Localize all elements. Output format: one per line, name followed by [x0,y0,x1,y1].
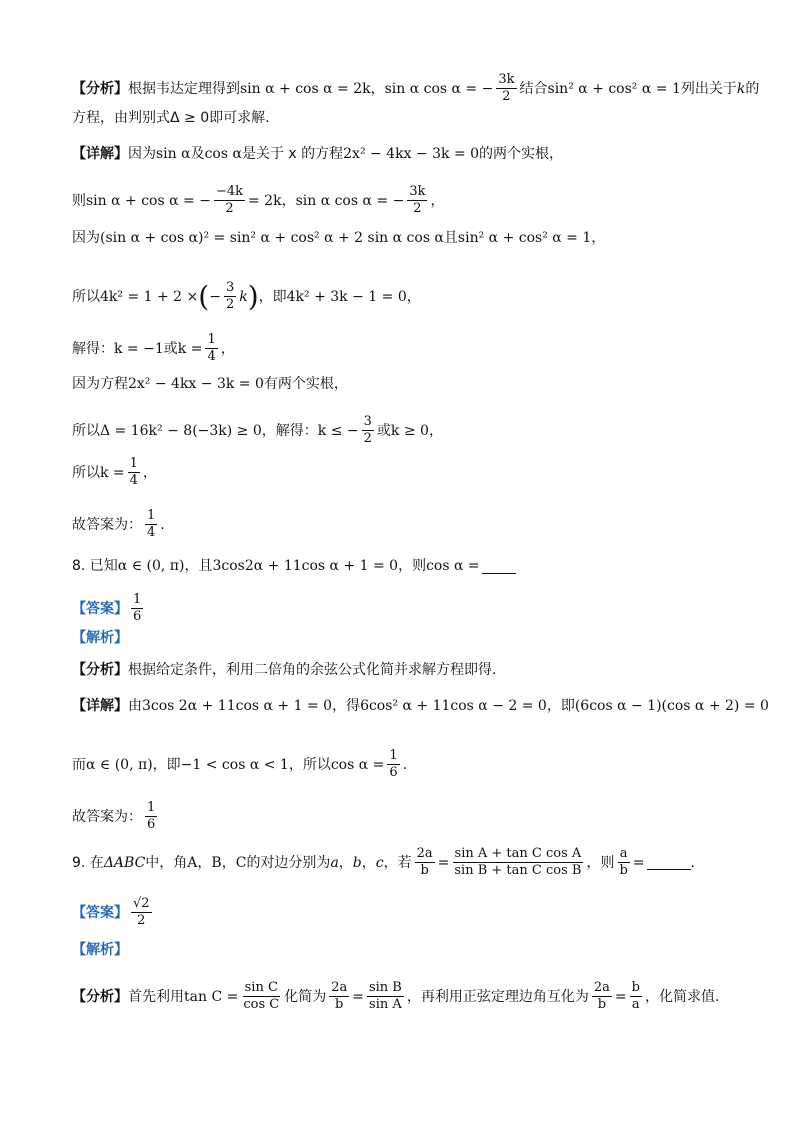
answer-blank [482,559,516,574]
p7-detail-line1: 【详解】 因为 sin α 及 cos α 是关于 x 的方程 2x² − 4kx − 3k = 0 的两个实根， [72,146,564,162]
p7-detail-line3: 因为 (sin α + cos α)² = sin² α + cos² α + 2 sin α cos α 且 sin² α + cos² α = 1 ， [72,230,606,246]
fraction: $\frac{1}{4}$ [147,508,156,540]
p9-explain-tag: 【解析】 [72,942,128,958]
fraction: $\frac{1}{6}$ [389,748,398,780]
fraction: $\frac{a}{b}$ [619,846,628,878]
explain-tag: 【解析】 [72,630,128,646]
fraction: $\frac{√2}{2}$ [133,896,150,928]
p8-detail-line1: 【详解】 由 3cos 2α + 11cos α + 1 = 0 ，得 6cos² α + 11cos α − 2 = 0 ，即 (6cos α − 1)(cos α + 2) = 0 [72,698,769,714]
fraction: $\frac{2a}{b}$ [416,846,433,878]
p9-answer: 【答案】 $\frac{√2}{2}$ [72,896,150,928]
fraction: $\frac{\text{sin A + tan C cos A}}{\text{sin B + tan C cos B}}$ [454,846,582,878]
fraction: $\frac{1}{4}$ [207,332,216,364]
p7-detail-line6: 因为方程 2x² − 4kx − 3k = 0 有两个实根， [72,376,348,392]
p7-detail-line5: 解得： k = −1 或 k = $\frac{1}{4}$ ， [72,332,235,364]
fraction: $\frac{-4k}{2}$ [215,184,243,216]
detail-tag: 【详解】 [72,146,128,162]
fraction: $\frac{2a}{b}$ [593,980,610,1012]
fraction: $\frac{2a}{b}$ [331,980,348,1012]
p9-question: 9. 在 ΔABC 中，角 A ， B ， C 的对边分别为 a ， b ， c ，若 $\frac{2a}{b}$ = $\frac{\text{sin A + tan C cos A}}{\text{sin B + tan C cos B}}$ ，则 $\frac{a}{b}$ = . [72,846,695,878]
analysis-tag: 【分析】 [72,80,128,97]
math-expr: sin α + cos α = 2k [240,80,371,97]
fraction: $\frac{3k}{2}$ [498,72,515,104]
fraction: $\frac{\text{sin C}}{\text{cos C}}$ [243,980,280,1012]
p7-detail-line2: 则 sin α + cos α = − $\frac{-4k}{2}$ = 2k ， sin α cos α = − $\frac{3k}{2}$ ， [72,184,445,216]
fraction: $\frac{1}{6}$ [133,592,142,624]
fraction: $\frac{\text{sin B}}{\text{sin A}}$ [368,980,402,1012]
p7-detail-line7: 所以 Δ = 16k² − 8(−3k) ≥ 0 ，解得： k ≤ − $\frac{3}{2}$ 或 k ≥ 0 ， [72,414,443,446]
p9-analysis: 【分析】 首先利用 tan C = $\frac{\text{sin C}}{\text{cos C}}$ 化简为 $\frac{2a}{b}$ = $\frac{\text{sin B}}{\text{sin A}}$ ，再利用正弦定理边角互化为 $\frac{2a}{b}$ = $\frac{b}{a}$ ，化简求值. [72,980,720,1012]
p8-answer [72,592,734,625]
p7-detail-line4: 所以 4k² = 1 + 2 × ( − $\frac{3}{2}$ k ) ，即 4k² + 3k − 1 = 0 ， [72,279,421,313]
p7-final-answer: 故答案为： $\frac{1}{4}$ . [72,508,165,540]
p7-detail-line8: 所以 k = $\frac{1}{4}$ ， [72,456,157,488]
fraction: $\frac{3}{2}$ [363,414,372,446]
p8-explain-tag [72,628,734,648]
fraction: $\frac{3}{2}$ [225,280,235,312]
answer-blank [647,855,691,870]
p7-analysis-line1: 【分析】 根据韦达定理得到 sin α + cos α = 2k ， sin α cos α = − $\frac{3k}{2}$ 结合 sin² α + cos² α = 1 列出关于 k 的 [72,72,760,104]
p8-detail-line2: 而 α ∈ (0, π) ，即 −1 < cos α < 1 ，所以 cos α = $\frac{1}{6}$ . [72,748,408,780]
p8-final-answer: 故答案为： $\frac{1}{6}$ [72,800,156,832]
p8-analysis: 【分析】 根据给定条件，利用二倍角的余弦公式化简并求解方程即得. [72,662,497,678]
p7-analysis-line2: 方程，由判别式Δ ≥ 0即可求解. [72,110,270,126]
p8-question: 8. 已知 α ∈ (0, π) ，且 3cos2α + 11cos α + 1 = 0 ，则 cos α = [72,556,734,576]
fraction: $\frac{b}{a}$ [631,980,640,1012]
fraction: $\frac{3k}{2}$ [409,184,426,216]
answer-tag: 【答案】 [72,600,128,617]
fraction: $\frac{1}{6}$ [147,800,156,832]
fraction: $\frac{1}{4}$ [129,456,138,488]
